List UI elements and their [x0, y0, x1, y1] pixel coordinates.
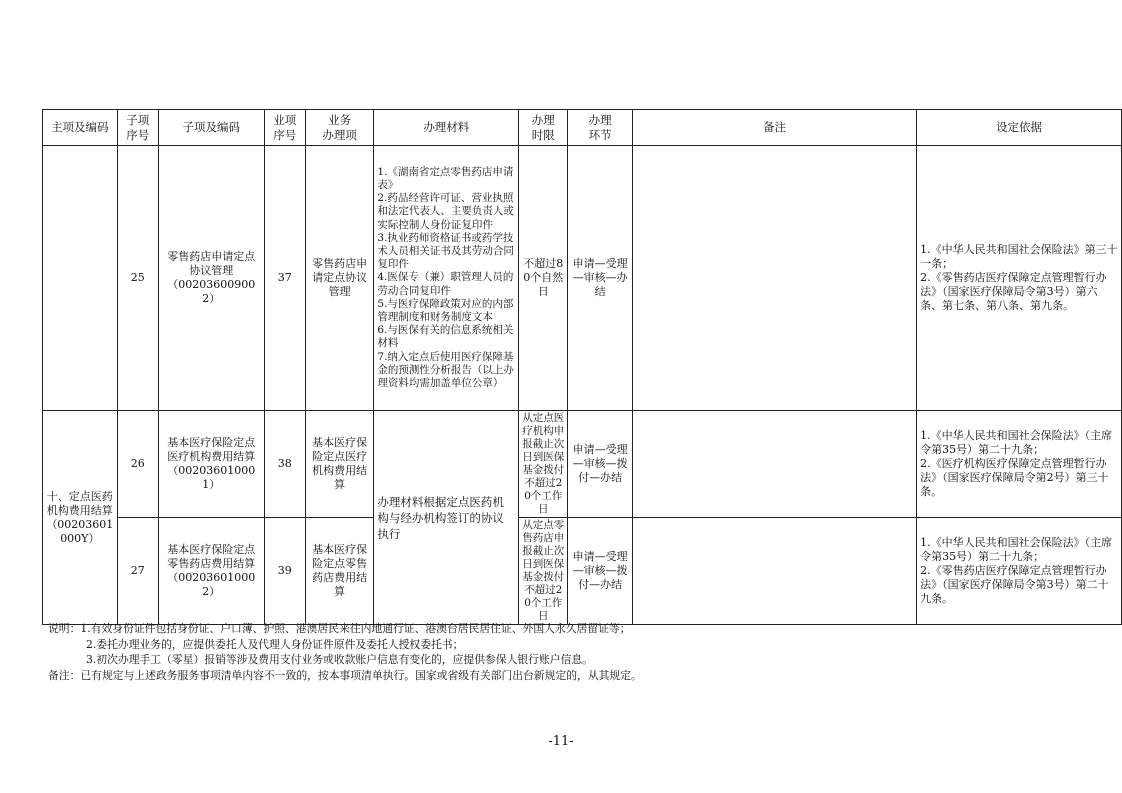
remark-cell — [632, 146, 916, 411]
biz-seq-cell: 37 — [264, 146, 305, 411]
notes-section — [48, 621, 642, 683]
biz-seq-cell: 38 — [264, 411, 305, 518]
basis-cell: 1.《中华人民共和国社会保险法》（主席令第35号）第二十九条； 2.《医疗机构医疗保障定点管理暂行办法》（国家医疗保障局令第2号）第三十条。 — [917, 411, 1122, 518]
steps-cell: 申请—受理—审核—办结 — [568, 146, 633, 411]
service-items-table — [42, 109, 1122, 625]
biz-seq-cell: 39 — [264, 518, 305, 625]
header-steps: 办理 环节 — [568, 110, 633, 146]
materials-cell: 1.《湖南省定点零售药店申请表》 2.药品经营许可证、营业执照和法定代表人、主要负责人或实际控制人身份证复印件 3.执业药师资格证书或药学技术人员相关证书及其劳动合同复印件 4.医保专（兼）职管理人员的劳动合同复印件 5.与医疗保障政策对应的内部管理制度和财务制度文本 6.与医保有关的信息系统相关材料 7.纳入定点后使用医疗保障基金的预测性分析报告（以上办理资料均需加盖单位公章） — [374, 146, 519, 411]
table-row — [43, 518, 1122, 625]
header-basis: 设定依据 — [917, 110, 1122, 146]
note-line: 说明：1.有效身份证件包括身份证、户口簿、护照、港澳居民来往内地通行证、港澳台居民居住证、外国人永久居留证等； — [48, 622, 631, 635]
biz-item-cell: 基本医疗保险定点零售药店费用结算 — [305, 518, 374, 625]
shared-materials-cell: 办理材料根据定点医药机构与经办机构签订的协议执行 — [374, 411, 519, 625]
header-sub-item: 子项及编码 — [158, 110, 264, 146]
sub-item-cell: 基本医疗保险定点医疗机构费用结算 （002036010001） — [158, 411, 264, 518]
basis-cell: 1.《中华人民共和国社会保险法》（主席令第35号）第二十九条； 2.《零售药店医疗保障定点管理暂行办法》（国家医疗保障局令第3号）第二十九条。 — [917, 518, 1122, 625]
table-row — [43, 411, 1122, 518]
sub-seq-cell: 27 — [117, 518, 158, 625]
biz-item-cell: 基本医疗保险定点医疗机构费用结算 — [305, 411, 374, 518]
header-remark: 备注 — [632, 110, 916, 146]
steps-cell: 申请—受理—审核—拨付—办结 — [568, 518, 633, 625]
header-sub-seq: 子项 序号 — [117, 110, 158, 146]
time-limit-cell: 从定点零售药店申报截止次日到医保基金拨付不超过20个工作日 — [519, 518, 568, 625]
remark-cell — [632, 518, 916, 625]
sub-item-cell: 零售药店申请定点协议管理 （002036009002） — [158, 146, 264, 411]
time-limit-cell: 不超过80个自然日 — [519, 146, 568, 411]
header-time-limit: 办理 时限 — [519, 110, 568, 146]
sub-seq-cell: 25 — [117, 146, 158, 411]
biz-item-cell: 零售药店申请定点协议管理 — [305, 146, 374, 411]
time-limit-cell: 从定点医疗机构申报截止次日到医保基金拨付不超过20个工作日 — [519, 411, 568, 518]
steps-cell: 申请—受理—审核—拨付—办结 — [568, 411, 633, 518]
remark-cell — [632, 411, 916, 518]
main-item-cell-empty — [43, 146, 118, 411]
sub-seq-cell: 26 — [117, 411, 158, 518]
table-row — [43, 146, 1122, 411]
header-biz-item: 业务 办理项 — [305, 110, 374, 146]
header-main-item: 主项及编码 — [43, 110, 118, 146]
header-biz-seq: 业项 序号 — [264, 110, 305, 146]
remark-line: 备注：已有规定与上述政务服务事项清单内容不一致的，按本事项清单执行。国家或省级有关部门出台新规定的，从其规定。 — [48, 668, 642, 682]
basis-cell: 1.《中华人民共和国社会保险法》第三十一条； 2.《零售药店医疗保障定点管理暂行办法》（国家医疗保障局令第3号）第六条、第七条、第八条、第九条。 — [917, 146, 1122, 411]
header-row — [43, 110, 1122, 146]
main-item-cell: 十、定点医药机构费用结算 （00203601000Y） — [43, 411, 118, 625]
header-materials: 办理材料 — [374, 110, 519, 146]
page-number: -11- — [548, 734, 574, 749]
note-line: 3.初次办理手工（零星）报销等涉及费用支付业务或收款账户信息有变化的，应提供参保人银行账户信息。 — [86, 653, 593, 666]
note-line: 2.委托办理业务的，应提供委托人及代理人身份证件原件及委托人授权委托书； — [86, 637, 464, 651]
sub-item-cell: 基本医疗保险定点零售药店费用结算 （002036010002） — [158, 518, 264, 625]
